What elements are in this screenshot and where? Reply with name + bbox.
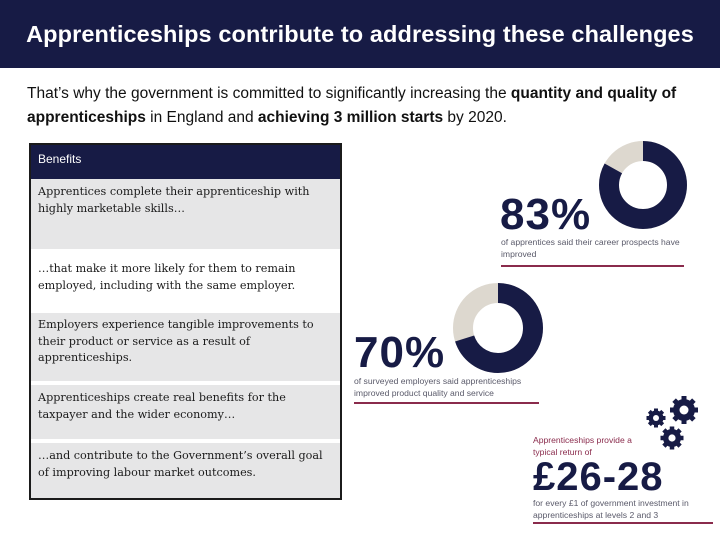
gear-icon-large [670,396,698,424]
stat-caption-employers: of surveyed employers said apprenticeships improved product quality and service [354,376,522,398]
return-value: £26-28 [533,455,664,499]
donut-chart-83 [598,140,688,230]
stat-divider [354,402,539,404]
benefit-row: …and contribute to the Government’s overall goal of improving labour market outcomes. [31,439,340,498]
page-title: Apprenticeships contribute to addressing these challenges [26,20,694,47]
stat-caption-apprentices: of apprentices said their career prospects have improved [501,237,680,259]
stat-divider [501,265,684,267]
stat-divider [533,522,713,524]
gear-icon-small [647,409,666,428]
stat-value-employers: 70% [354,328,446,377]
return-intro: Apprenticeships provide a typical return of [533,435,632,457]
intro-part-1: That’s why the government is committed to significantly increasing the [27,85,511,102]
gears-icon [634,392,704,456]
intro-bold-quantity: quantity and quality of apprenticeships [27,85,677,126]
return-caption: for every £1 of government investment in apprenticeships at levels 2 and 3 [533,498,689,520]
benefits-table [29,143,342,500]
intro-text [27,82,707,130]
gear-icon-bottom [661,427,684,450]
intro-part-2: in England and [145,109,258,126]
title-bar [0,0,720,68]
intro-part-3: by 2020. [443,109,507,126]
donut-chart-70 [452,282,544,374]
benefit-row: Apprentices complete their apprenticeship with highly marketable skills… [31,179,340,249]
benefit-row: Apprenticeships create real benefits for the taxpayer and the wider economy… [31,381,340,439]
stat-value-apprentices: 83% [500,190,592,239]
intro-bold-starts: achieving 3 million starts [257,109,444,126]
benefit-row: Employers experience tangible improvements to their product or service as a result of apprenticeships. [31,313,340,381]
benefits-header: Benefits [31,145,340,179]
benefit-row: …that make it more likely for them to remain employed, including with the same employer. [38,262,296,292]
